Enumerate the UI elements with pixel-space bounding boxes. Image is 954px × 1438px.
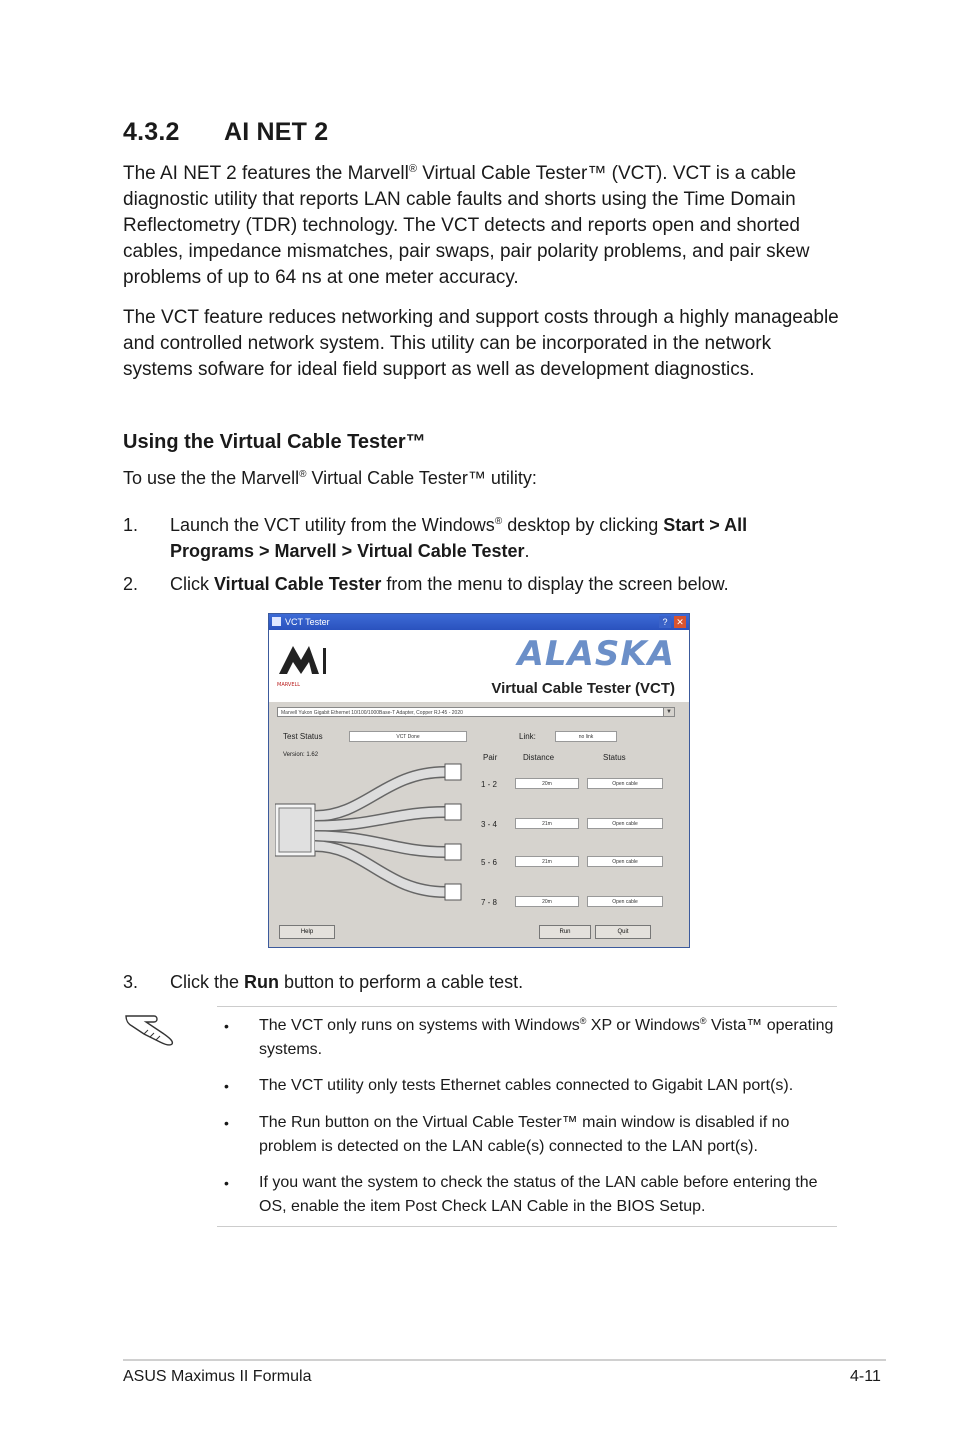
vct-heading: Virtual Cable Tester (VCT) — [491, 680, 675, 697]
usage-intro — [123, 466, 537, 490]
registered-mark: ® — [408, 163, 417, 175]
step-1-text-c: . — [524, 541, 530, 561]
note-1-text-b: XP or Windows — [586, 1017, 700, 1034]
distance-field: 21m — [515, 856, 579, 867]
test-status-field: VCT Done — [349, 731, 467, 742]
help-icon[interactable]: ? — [659, 616, 671, 628]
pair-label: 5 - 6 — [481, 858, 498, 867]
link-label: Link: — [519, 732, 536, 741]
note-item — [224, 1014, 844, 1062]
step-number: 3. — [123, 972, 139, 992]
distance-field: 21m — [515, 818, 579, 829]
subheading: Using the Virtual Cable Tester™ — [123, 431, 426, 453]
note-text: The VCT utility only tests Ethernet cables connected to Gigabit LAN port(s). — [259, 1077, 794, 1094]
close-icon[interactable]: ✕ — [674, 616, 686, 628]
para1-text-a: The AI NET 2 features the Marvell — [123, 163, 409, 184]
status-field: Open cable — [587, 818, 663, 829]
registered-mark: ® — [579, 1016, 587, 1026]
cost-paragraph: The VCT feature reduces networking and support costs through a highly manageable and controlled network system. This utility can be incorporated in the network systems sofware for ideal field support as well as development diagnostics. — [123, 307, 839, 380]
note-1-text-a: The VCT only runs on systems with Windows — [259, 1017, 580, 1034]
cable-illustration — [275, 762, 469, 912]
adapter-select[interactable] — [277, 707, 675, 717]
bullet: • — [224, 1115, 229, 1131]
registered-mark: ® — [699, 1016, 707, 1026]
app-icon — [272, 617, 281, 626]
vct-titlebar — [269, 614, 689, 630]
bullet: • — [224, 1018, 229, 1034]
status-column-header: Status — [603, 753, 626, 762]
step-2-text-a: Click — [170, 574, 214, 594]
test-status-label: Test Status — [283, 732, 323, 741]
pair-label: 1 - 2 — [481, 780, 498, 789]
pair-label: 7 - 8 — [481, 898, 498, 907]
section-title: AI NET 2 — [224, 118, 329, 146]
step-3-bold: Run — [244, 972, 280, 992]
note-item — [224, 1171, 844, 1219]
vct-screenshot — [268, 613, 690, 948]
marvell-logo — [275, 638, 351, 690]
step-number: 2. — [123, 574, 139, 594]
run-button[interactable]: Run — [539, 925, 591, 939]
step-text — [170, 571, 810, 597]
status-field: Open cable — [587, 856, 663, 867]
step-text — [170, 512, 810, 564]
note-1-text-c: Vista™ operating systems. — [259, 1017, 834, 1058]
step-1-text-b: desktop by clicking — [502, 515, 664, 535]
intro-text-a: To use the the Marvell — [123, 468, 300, 488]
step-3 — [123, 969, 843, 995]
note-item — [224, 1074, 844, 1098]
step-3-text-a: Click the — [170, 972, 245, 992]
help-button[interactable]: Help — [279, 925, 335, 939]
footer-divider — [123, 1359, 886, 1361]
step-3-text-b: button to perform a cable test. — [279, 972, 524, 992]
alaska-logo: ALASKA — [517, 634, 675, 674]
bullet: • — [224, 1175, 229, 1191]
step-2 — [123, 571, 843, 597]
adapter-select-value: Marvell Yukon Gigabit Ethernet 10/100/1000Base-T Adapter, Copper RJ-45 - 2020 — [281, 710, 463, 716]
distance-field: 20m — [515, 896, 579, 907]
section-heading — [123, 118, 328, 147]
distance-column-header: Distance — [523, 753, 555, 762]
vct-title: VCT Tester — [285, 617, 330, 627]
footer-title: ASUS Maximus II Formula — [123, 1368, 312, 1385]
section-number: 4.3.2 — [123, 118, 180, 146]
status-field: Open cable — [587, 778, 663, 789]
para1-text-b: Virtual Cable Tester™ (VCT). VCT is a cable diagnostic utility that reports LAN cable faults and shorts using the Time Domain Reflectometry (TDR) technology. The VCT detects and reports open and shorted cables, impedance mismatches, pair swaps, pair polarity problems, and pair skew problems of up to 64 ns at one meter accuracy. — [123, 163, 810, 288]
step-number: 1. — [123, 515, 139, 535]
pair-column-header: Pair — [483, 753, 498, 762]
note-text — [259, 1014, 839, 1062]
step-1-menu-path: Start > All Programs > Marvell > Virtual Cable Tester — [170, 515, 748, 561]
note-item — [224, 1111, 844, 1159]
note-text: The Run button on the Virtual Cable Tester™ main window is disabled if no problem is detected on the LAN cable(s) connected to the LAN port(s). — [259, 1114, 790, 1155]
intro-paragraph — [123, 161, 843, 291]
bullet: • — [224, 1078, 229, 1094]
svg-text:MARVELL: MARVELL — [277, 682, 301, 688]
step-2-bold: Virtual Cable Tester — [214, 574, 382, 594]
step-1 — [123, 512, 843, 564]
link-field: no link — [555, 731, 617, 742]
intro-text-b: Virtual Cable Tester™ utility: — [306, 468, 537, 488]
note-bottom-divider — [217, 1226, 837, 1227]
pair-label: 3 - 4 — [481, 820, 498, 829]
registered-mark: ® — [299, 469, 307, 480]
vct-header — [269, 630, 689, 702]
dropdown-arrow-icon[interactable]: ▼ — [663, 708, 674, 716]
page-number: 4-11 — [850, 1368, 881, 1385]
note-text: If you want the system to check the status of the LAN cable before entering the OS, enable the item Post Check LAN Cable in the BIOS Setup. — [259, 1174, 818, 1215]
quit-button[interactable]: Quit — [595, 925, 651, 939]
pointing-hand-icon — [124, 1006, 180, 1046]
note-top-divider — [217, 1006, 837, 1007]
registered-mark: ® — [494, 516, 503, 527]
version-label: Version: 1.62 — [283, 752, 319, 758]
step-text — [170, 969, 810, 995]
step-1-text-a: Launch the VCT utility from the Windows — [170, 515, 495, 535]
status-field: Open cable — [587, 896, 663, 907]
step-2-text-b: from the menu to display the screen below. — [381, 574, 729, 594]
distance-field: 20m — [515, 778, 579, 789]
